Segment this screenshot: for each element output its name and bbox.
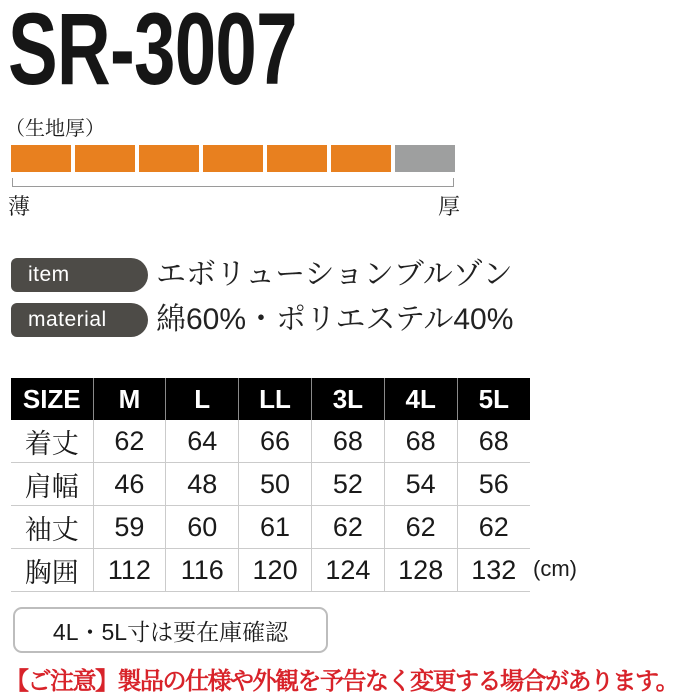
size-cell: 62 bbox=[457, 506, 530, 549]
size-col-header: 4L bbox=[384, 378, 457, 420]
stock-note-text: 4L・5L寸は要在庫確認 bbox=[52, 618, 289, 645]
size-cell: 56 bbox=[457, 463, 530, 506]
size-row-label: 着丈 bbox=[11, 420, 93, 463]
size-cell: 46 bbox=[93, 463, 166, 506]
fabric-thickness-gauge bbox=[11, 145, 455, 172]
stock-note-box bbox=[13, 607, 328, 653]
gauge-segment bbox=[203, 145, 263, 172]
size-col-header: M bbox=[93, 378, 166, 420]
size-cell: 68 bbox=[384, 420, 457, 463]
gauge-segment bbox=[11, 145, 71, 172]
gauge-range-bracket bbox=[12, 178, 454, 187]
table-row bbox=[11, 420, 530, 463]
size-cell: 112 bbox=[93, 549, 166, 592]
product-model-title: SR-3007 bbox=[8, 0, 297, 106]
size-cell: 59 bbox=[93, 506, 166, 549]
size-cell: 48 bbox=[166, 463, 239, 506]
size-cell: 66 bbox=[239, 420, 312, 463]
table-row bbox=[11, 549, 530, 592]
gauge-segment bbox=[331, 145, 391, 172]
material-badge: material bbox=[11, 303, 148, 337]
size-cell: 132 bbox=[457, 549, 530, 592]
size-cell: 128 bbox=[384, 549, 457, 592]
size-col-header: SIZE bbox=[11, 378, 93, 420]
size-cell: 62 bbox=[311, 506, 384, 549]
material-value: 綿60%・ポリエステル40% bbox=[156, 303, 514, 336]
disclaimer-text: 【ご注意】製品の仕様や外観を予告なく変更する場合があります。 bbox=[5, 668, 679, 695]
size-cell: 60 bbox=[166, 506, 239, 549]
size-cell: 120 bbox=[239, 549, 312, 592]
size-table bbox=[11, 378, 530, 592]
size-cell: 124 bbox=[311, 549, 384, 592]
gauge-thick-label: 厚 bbox=[437, 194, 460, 219]
size-row-label: 袖丈 bbox=[11, 506, 93, 549]
size-col-header: L bbox=[166, 378, 239, 420]
size-table-header-row bbox=[11, 378, 530, 420]
size-cell: 116 bbox=[166, 549, 239, 592]
size-row-label: 肩幅 bbox=[11, 463, 93, 506]
table-row bbox=[11, 463, 530, 506]
size-col-header: LL bbox=[239, 378, 312, 420]
item-value: エボリューションブルゾン bbox=[156, 258, 513, 291]
gauge-segment bbox=[75, 145, 135, 172]
gauge-thin-label: 薄 bbox=[8, 194, 31, 219]
size-cell: 68 bbox=[457, 420, 530, 463]
size-cell: 54 bbox=[384, 463, 457, 506]
table-row bbox=[11, 506, 530, 549]
size-cell: 62 bbox=[384, 506, 457, 549]
size-cell: 50 bbox=[239, 463, 312, 506]
size-cell: 61 bbox=[239, 506, 312, 549]
gauge-segment bbox=[139, 145, 199, 172]
fabric-thickness-label: （生地厚） bbox=[5, 118, 105, 140]
size-cell: 62 bbox=[93, 420, 166, 463]
size-cell: 68 bbox=[311, 420, 384, 463]
unit-label: (cm) bbox=[533, 556, 577, 581]
gauge-segment bbox=[395, 145, 455, 172]
gauge-segment bbox=[267, 145, 327, 172]
item-badge: item bbox=[11, 258, 148, 292]
size-row-label: 胸囲 bbox=[11, 549, 93, 592]
gauge-scale-labels bbox=[8, 190, 460, 221]
size-cell: 52 bbox=[311, 463, 384, 506]
size-col-header: 5L bbox=[457, 378, 530, 420]
size-cell: 64 bbox=[166, 420, 239, 463]
size-col-header: 3L bbox=[311, 378, 384, 420]
